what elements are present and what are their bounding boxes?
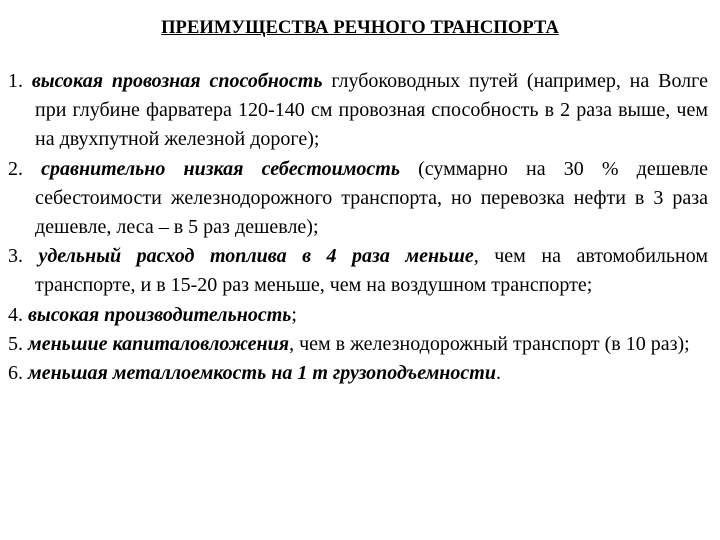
item-number: 3. [8, 245, 23, 268]
slide-title: ПРЕИМУЩЕСТВА РЕЧНОГО ТРАНСПОРТА [161, 18, 559, 38]
list-item [8, 301, 708, 330]
list-item [8, 242, 708, 300]
item-number: 2. [8, 157, 23, 180]
advantages-list [8, 67, 708, 388]
item-text: , чем в железнодорожный транспорт (в 10 раз); [289, 332, 690, 355]
item-emphasis: сравнительно низкая себестоимость [41, 157, 400, 180]
item-text: (суммарно на 30 % дешевле себестоимости железнодорожного транспорта, но перевозка нефти в 3 раза дешевле, леса – в 5 раз дешевле); [35, 157, 709, 239]
item-number: 5. [8, 332, 23, 355]
item-number: 4. [8, 303, 23, 326]
list-item [8, 67, 708, 155]
list-item [8, 155, 708, 243]
list-item [8, 330, 708, 359]
item-text: , чем на автомобильном транспорте, и в 15-20 раз меньше, чем на воздушном транспорте; [35, 245, 708, 297]
item-number: 1. [8, 70, 23, 92]
item-text: ; [291, 303, 297, 326]
item-text: глубоководных путей (например, на Волге при глубине фарватера 120-140 см провозная способность в 2 раза выше, чем на двухпутной железной дороге); [35, 70, 708, 151]
item-emphasis: удельный расход топлива в 4 раза меньше [38, 245, 474, 268]
item-emphasis: меньшая металлоемкость на 1 т грузоподъемности [28, 362, 496, 385]
item-emphasis: меньшие капиталовложения [28, 332, 290, 355]
item-text: . [495, 362, 501, 385]
list-item [8, 359, 708, 388]
item-emphasis: высокая провозная способность [31, 70, 323, 92]
item-emphasis: высокая производительность [28, 303, 292, 326]
item-number: 6. [8, 362, 23, 385]
